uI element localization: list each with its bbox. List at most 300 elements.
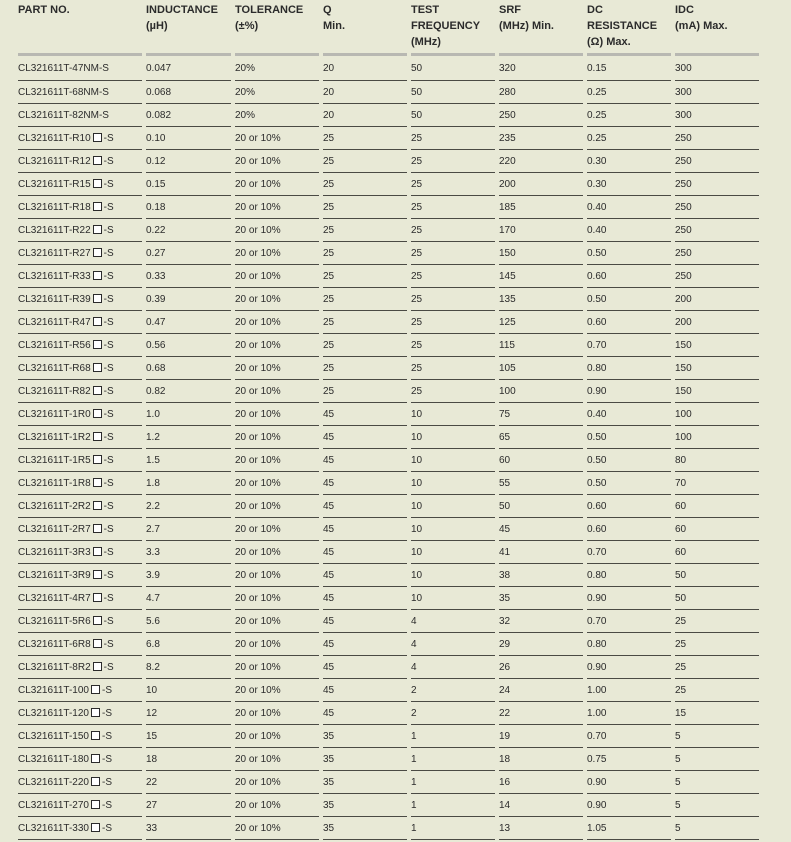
- part-no-suffix: -S: [103, 639, 114, 650]
- part-no-cell: [18, 771, 146, 794]
- part-no-cell: [18, 495, 146, 518]
- tolerance-code-box-icon: [93, 386, 102, 395]
- part-no-prefix: CL321611T-68NM-S: [18, 87, 109, 98]
- q-cell-value: 35: [323, 777, 335, 788]
- test-frequency-cell: [411, 656, 499, 679]
- inductance-cell: [146, 702, 235, 725]
- srf-cell-value: 250: [499, 110, 516, 121]
- tolerance-cell-value: 20 or 10%: [235, 754, 281, 765]
- tolerance-cell: [235, 518, 323, 541]
- test-frequency-cell: [411, 288, 499, 311]
- tolerance-code-box-icon: [93, 317, 102, 326]
- dc-resistance-cell-value: 0.70: [587, 731, 607, 742]
- dc-resistance-cell-value: 1.00: [587, 685, 607, 696]
- srf-cell: [499, 56, 587, 81]
- tolerance-cell: [235, 725, 323, 748]
- srf-cell: [499, 334, 587, 357]
- idc-cell: [675, 702, 763, 725]
- test-frequency-cell-value: 10: [411, 547, 423, 558]
- tolerance-code-box-icon: [93, 455, 102, 464]
- idc-cell-value: 150: [675, 340, 692, 351]
- tolerance-code-box-icon: [91, 800, 100, 809]
- table-row: [18, 541, 763, 564]
- part-no-cell: [18, 173, 146, 196]
- srf-cell-value: 200: [499, 179, 516, 190]
- inductance-cell: [146, 173, 235, 196]
- idc-cell-value: 80: [675, 455, 687, 466]
- srf-cell-value: 24: [499, 685, 511, 696]
- tolerance-cell-value: 20 or 10%: [235, 363, 281, 374]
- table-row: [18, 564, 763, 587]
- q-cell-value: 25: [323, 363, 335, 374]
- dc-resistance-cell: [587, 288, 675, 311]
- q-cell-value: 45: [323, 616, 335, 627]
- test-frequency-cell: [411, 150, 499, 173]
- table-row: [18, 196, 763, 219]
- test-frequency-cell: [411, 173, 499, 196]
- part-no-cell: [18, 334, 146, 357]
- idc-cell-value: 50: [675, 570, 687, 581]
- header-srf-line2: (MHz) Min.: [499, 20, 554, 32]
- dc-resistance-cell-value: 0.60: [587, 271, 607, 282]
- part-no-suffix: -S: [103, 501, 114, 512]
- dc-resistance-cell: [587, 334, 675, 357]
- tolerance-cell: [235, 311, 323, 334]
- dc-resistance-cell: [587, 150, 675, 173]
- idc-cell: [675, 173, 763, 196]
- q-cell-value: 45: [323, 639, 335, 650]
- tolerance-cell: [235, 472, 323, 495]
- srf-cell: [499, 725, 587, 748]
- tolerance-cell-value: 20%: [235, 87, 256, 98]
- tolerance-cell: [235, 219, 323, 242]
- part-no-prefix: CL321611T-R47: [18, 317, 91, 328]
- part-no-cell: [18, 81, 146, 104]
- dc-resistance-cell-value: 0.90: [587, 662, 607, 673]
- test-frequency-cell: [411, 81, 499, 104]
- dc-resistance-cell-value: 0.60: [587, 501, 607, 512]
- tolerance-cell: [235, 426, 323, 449]
- part-no-prefix: CL321611T-4R7: [18, 593, 91, 604]
- dc-resistance-cell: [587, 817, 675, 840]
- q-cell-value: 25: [323, 294, 335, 305]
- idc-cell-value: 60: [675, 501, 687, 512]
- tolerance-code-box-icon: [93, 133, 102, 142]
- q-cell-value: 45: [323, 708, 335, 719]
- q-cell: [323, 380, 411, 403]
- dc-resistance-cell: [587, 56, 675, 81]
- part-no-suffix: -S: [101, 754, 112, 765]
- srf-cell-value: 105: [499, 363, 516, 374]
- tolerance-code-box-icon: [91, 823, 100, 832]
- dc-resistance-cell: [587, 104, 675, 127]
- tolerance-cell: [235, 196, 323, 219]
- row-divider: [146, 839, 231, 840]
- row-divider: [323, 839, 407, 840]
- inductance-cell-value: 22: [146, 777, 158, 788]
- inductance-cell: [146, 311, 235, 334]
- inductance-cell-value: 2.7: [146, 524, 160, 535]
- q-cell-value: 25: [323, 225, 335, 236]
- dc-resistance-cell: [587, 403, 675, 426]
- dc-resistance-cell-value: 0.70: [587, 616, 607, 627]
- dc-resistance-cell: [587, 173, 675, 196]
- idc-cell: [675, 794, 763, 817]
- test-frequency-cell: [411, 495, 499, 518]
- dc-resistance-cell: [587, 518, 675, 541]
- part-no-prefix: CL321611T-82NM-S: [18, 110, 109, 121]
- tolerance-cell: [235, 150, 323, 173]
- part-no-cell: [18, 380, 146, 403]
- test-frequency-cell-value: 25: [411, 271, 423, 282]
- dc-resistance-cell-value: 0.80: [587, 639, 607, 650]
- table-row: [18, 56, 763, 81]
- idc-cell: [675, 242, 763, 265]
- tolerance-code-box-icon: [91, 708, 100, 717]
- table-row: [18, 104, 763, 127]
- part-no-prefix: CL321611T-1R5: [18, 455, 91, 466]
- test-frequency-cell: [411, 748, 499, 771]
- part-no-prefix: CL321611T-R12: [18, 156, 91, 167]
- srf-cell-value: 75: [499, 409, 511, 420]
- srf-cell: [499, 311, 587, 334]
- part-no-cell: [18, 518, 146, 541]
- test-frequency-cell-value: 10: [411, 501, 423, 512]
- inductance-cell: [146, 794, 235, 817]
- header-tolerance: [235, 0, 323, 56]
- tolerance-cell: [235, 656, 323, 679]
- dc-resistance-cell: [587, 771, 675, 794]
- table-row: [18, 242, 763, 265]
- srf-cell-value: 60: [499, 455, 511, 466]
- srf-cell-value: 55: [499, 478, 511, 489]
- dc-resistance-cell: [587, 426, 675, 449]
- part-no-prefix: CL321611T-1R8: [18, 478, 91, 489]
- part-no-suffix: -S: [103, 570, 114, 581]
- header-srf-line1: SRF: [499, 4, 521, 16]
- idc-cell-value: 200: [675, 294, 692, 305]
- srf-cell-value: 145: [499, 271, 516, 282]
- idc-cell-value: 70: [675, 478, 687, 489]
- table-row: [18, 265, 763, 288]
- idc-cell-value: 100: [675, 432, 692, 443]
- dc-resistance-cell-value: 0.70: [587, 340, 607, 351]
- test-frequency-cell: [411, 518, 499, 541]
- q-cell-value: 25: [323, 386, 335, 397]
- part-no-prefix: CL321611T-2R2: [18, 501, 91, 512]
- tolerance-cell: [235, 702, 323, 725]
- dc-resistance-cell-value: 0.40: [587, 225, 607, 236]
- srf-cell-value: 14: [499, 800, 511, 811]
- idc-cell: [675, 311, 763, 334]
- q-cell: [323, 357, 411, 380]
- tolerance-cell: [235, 794, 323, 817]
- table-body: [18, 56, 763, 840]
- inductance-cell-value: 33: [146, 823, 158, 834]
- idc-cell: [675, 288, 763, 311]
- tolerance-code-box-icon: [93, 363, 102, 372]
- inductance-cell-value: 1.8: [146, 478, 160, 489]
- part-no-prefix: CL321611T-3R9: [18, 570, 91, 581]
- srf-cell-value: 65: [499, 432, 511, 443]
- inductance-cell: [146, 518, 235, 541]
- test-frequency-cell: [411, 679, 499, 702]
- idc-cell-value: 5: [675, 777, 681, 788]
- row-divider: [235, 839, 319, 840]
- srf-cell-value: 16: [499, 777, 511, 788]
- idc-cell: [675, 633, 763, 656]
- q-cell: [323, 495, 411, 518]
- part-no-prefix: CL321611T-180: [18, 754, 89, 765]
- srf-cell-value: 35: [499, 593, 511, 604]
- q-cell: [323, 702, 411, 725]
- inductance-cell-value: 6.8: [146, 639, 160, 650]
- part-no-suffix: -S: [101, 685, 112, 696]
- part-no-cell: [18, 426, 146, 449]
- tolerance-cell-value: 20 or 10%: [235, 133, 281, 144]
- table-row: [18, 725, 763, 748]
- q-cell: [323, 81, 411, 104]
- srf-cell-value: 135: [499, 294, 516, 305]
- q-cell: [323, 771, 411, 794]
- srf-cell-value: 19: [499, 731, 511, 742]
- part-no-prefix: CL321611T-47NM-S: [18, 63, 109, 74]
- dc-resistance-cell-value: 0.70: [587, 547, 607, 558]
- part-no-prefix: CL321611T-R10: [18, 133, 91, 144]
- srf-cell: [499, 633, 587, 656]
- q-cell: [323, 541, 411, 564]
- header-idc-line2: (mA) Max.: [675, 20, 728, 32]
- dc-resistance-cell-value: 0.90: [587, 777, 607, 788]
- tolerance-cell: [235, 104, 323, 127]
- dc-resistance-cell: [587, 357, 675, 380]
- idc-cell: [675, 817, 763, 840]
- dc-resistance-cell: [587, 656, 675, 679]
- idc-cell-value: 300: [675, 110, 692, 121]
- part-no-suffix: -S: [103, 616, 114, 627]
- test-frequency-cell-value: 25: [411, 202, 423, 213]
- idc-cell-value: 300: [675, 63, 692, 74]
- dc-resistance-cell: [587, 380, 675, 403]
- tolerance-cell: [235, 495, 323, 518]
- q-cell: [323, 127, 411, 150]
- q-cell-value: 45: [323, 570, 335, 581]
- q-cell-value: 35: [323, 800, 335, 811]
- idc-cell: [675, 679, 763, 702]
- srf-cell: [499, 288, 587, 311]
- part-no-cell: [18, 127, 146, 150]
- test-frequency-cell-value: 1: [411, 777, 417, 788]
- inductance-cell: [146, 495, 235, 518]
- q-cell-value: 45: [323, 524, 335, 535]
- srf-cell-value: 320: [499, 63, 516, 74]
- inductance-cell-value: 1.0: [146, 409, 160, 420]
- tolerance-cell-value: 20 or 10%: [235, 662, 281, 673]
- tolerance-cell-value: 20 or 10%: [235, 156, 281, 167]
- header-idc-line1: IDC: [675, 4, 694, 16]
- srf-cell: [499, 564, 587, 587]
- dc-resistance-cell-value: 0.50: [587, 294, 607, 305]
- dc-resistance-cell: [587, 242, 675, 265]
- header-test-frequency-line2: FREQUENCY: [411, 20, 481, 32]
- inductance-cell: [146, 426, 235, 449]
- table-row: [18, 472, 763, 495]
- inductance-cell-value: 0.27: [146, 248, 166, 259]
- dc-resistance-cell: [587, 219, 675, 242]
- inductance-cell: [146, 219, 235, 242]
- test-frequency-cell: [411, 311, 499, 334]
- table-row: [18, 127, 763, 150]
- inductance-cell: [146, 633, 235, 656]
- inductance-cell-value: 10: [146, 685, 158, 696]
- q-cell-value: 45: [323, 662, 335, 673]
- srf-cell: [499, 587, 587, 610]
- inductance-cell-value: 1.2: [146, 432, 160, 443]
- test-frequency-cell: [411, 104, 499, 127]
- part-no-prefix: CL321611T-R33: [18, 271, 91, 282]
- srf-cell: [499, 794, 587, 817]
- inductance-cell: [146, 380, 235, 403]
- header-inductance-line2: (µH): [146, 20, 168, 32]
- tolerance-cell: [235, 242, 323, 265]
- part-no-suffix: -S: [103, 317, 114, 328]
- row-divider: [499, 839, 583, 840]
- part-no-prefix: CL321611T-330: [18, 823, 89, 834]
- srf-cell-value: 115: [499, 340, 515, 351]
- table-row: [18, 495, 763, 518]
- idc-cell: [675, 403, 763, 426]
- idc-cell: [675, 127, 763, 150]
- test-frequency-cell-value: 25: [411, 156, 423, 167]
- test-frequency-cell-value: 1: [411, 731, 417, 742]
- part-no-suffix: -S: [103, 432, 114, 443]
- inductance-cell: [146, 56, 235, 81]
- tolerance-code-box-icon: [93, 524, 102, 533]
- tolerance-cell-value: 20 or 10%: [235, 271, 281, 282]
- inductance-cell: [146, 748, 235, 771]
- header-q-line1: Q: [323, 4, 332, 16]
- tolerance-code-box-icon: [93, 202, 102, 211]
- table-row: [18, 311, 763, 334]
- part-no-cell: [18, 196, 146, 219]
- part-no-prefix: CL321611T-220: [18, 777, 89, 788]
- tolerance-code-box-icon: [93, 271, 102, 280]
- srf-cell-value: 26: [499, 662, 511, 673]
- srf-cell-value: 220: [499, 156, 516, 167]
- dc-resistance-cell: [587, 564, 675, 587]
- srf-cell-value: 150: [499, 248, 516, 259]
- dc-resistance-cell: [587, 748, 675, 771]
- test-frequency-cell: [411, 587, 499, 610]
- part-no-prefix: CL321611T-R56: [18, 340, 91, 351]
- tolerance-cell-value: 20 or 10%: [235, 432, 281, 443]
- q-cell-value: 25: [323, 340, 335, 351]
- inductance-cell-value: 2.2: [146, 501, 160, 512]
- part-no-cell: [18, 104, 146, 127]
- inductance-cell-value: 0.68: [146, 363, 166, 374]
- q-cell: [323, 449, 411, 472]
- part-no-cell: [18, 587, 146, 610]
- test-frequency-cell-value: 2: [411, 685, 417, 696]
- part-no-suffix: -S: [103, 271, 114, 282]
- part-no-prefix: CL321611T-R39: [18, 294, 91, 305]
- inductance-cell-value: 0.33: [146, 271, 166, 282]
- test-frequency-cell-value: 10: [411, 524, 423, 535]
- test-frequency-cell-value: 25: [411, 248, 423, 259]
- table-row: [18, 518, 763, 541]
- test-frequency-cell: [411, 265, 499, 288]
- tolerance-code-box-icon: [93, 570, 102, 579]
- part-no-suffix: -S: [103, 593, 114, 604]
- srf-cell-value: 170: [499, 225, 516, 236]
- dc-resistance-cell: [587, 311, 675, 334]
- dc-resistance-cell-value: 0.50: [587, 478, 607, 489]
- srf-cell-value: 235: [499, 133, 516, 144]
- q-cell: [323, 725, 411, 748]
- dc-resistance-cell-value: 0.90: [587, 800, 607, 811]
- test-frequency-cell: [411, 403, 499, 426]
- header-dc-resistance-line2: RESISTANCE: [587, 20, 658, 32]
- part-no-cell: [18, 357, 146, 380]
- tolerance-cell: [235, 541, 323, 564]
- tolerance-code-box-icon: [93, 547, 102, 556]
- dc-resistance-cell: [587, 196, 675, 219]
- dc-resistance-cell-value: 0.30: [587, 156, 607, 167]
- part-no-prefix: CL321611T-1R0: [18, 409, 91, 420]
- part-no-cell: [18, 679, 146, 702]
- tolerance-cell: [235, 357, 323, 380]
- idc-cell-value: 5: [675, 823, 681, 834]
- part-no-cell: [18, 725, 146, 748]
- inductance-cell-value: 0.047: [146, 63, 172, 74]
- tolerance-cell-value: 20 or 10%: [235, 616, 281, 627]
- part-no-prefix: CL321611T-R18: [18, 202, 91, 213]
- tolerance-cell: [235, 380, 323, 403]
- idc-cell: [675, 219, 763, 242]
- dc-resistance-cell-value: 0.90: [587, 593, 607, 604]
- part-no-suffix: -S: [103, 179, 114, 190]
- table-row: [18, 219, 763, 242]
- table-row: [18, 81, 763, 104]
- part-no-cell: [18, 817, 146, 840]
- inductance-cell-value: 18: [146, 754, 158, 765]
- srf-cell-value: 38: [499, 570, 511, 581]
- dc-resistance-cell-value: 0.80: [587, 363, 607, 374]
- test-frequency-cell-value: 1: [411, 754, 417, 765]
- srf-cell: [499, 518, 587, 541]
- test-frequency-cell-value: 10: [411, 478, 423, 489]
- idc-cell: [675, 771, 763, 794]
- srf-cell-value: 22: [499, 708, 511, 719]
- dc-resistance-cell: [587, 541, 675, 564]
- q-cell: [323, 56, 411, 81]
- test-frequency-cell-value: 10: [411, 570, 423, 581]
- tolerance-cell: [235, 81, 323, 104]
- dc-resistance-cell-value: 0.50: [587, 455, 607, 466]
- tolerance-cell: [235, 449, 323, 472]
- tolerance-cell-value: 20 or 10%: [235, 731, 281, 742]
- header-test-frequency: [411, 0, 499, 56]
- dc-resistance-cell-value: 0.15: [587, 63, 607, 74]
- idc-cell: [675, 150, 763, 173]
- inductance-cell: [146, 334, 235, 357]
- idc-cell: [675, 104, 763, 127]
- dc-resistance-cell: [587, 265, 675, 288]
- idc-cell-value: 5: [675, 754, 681, 765]
- part-no-suffix: -S: [103, 409, 114, 420]
- tolerance-cell-value: 20 or 10%: [235, 317, 281, 328]
- idc-cell-value: 150: [675, 363, 692, 374]
